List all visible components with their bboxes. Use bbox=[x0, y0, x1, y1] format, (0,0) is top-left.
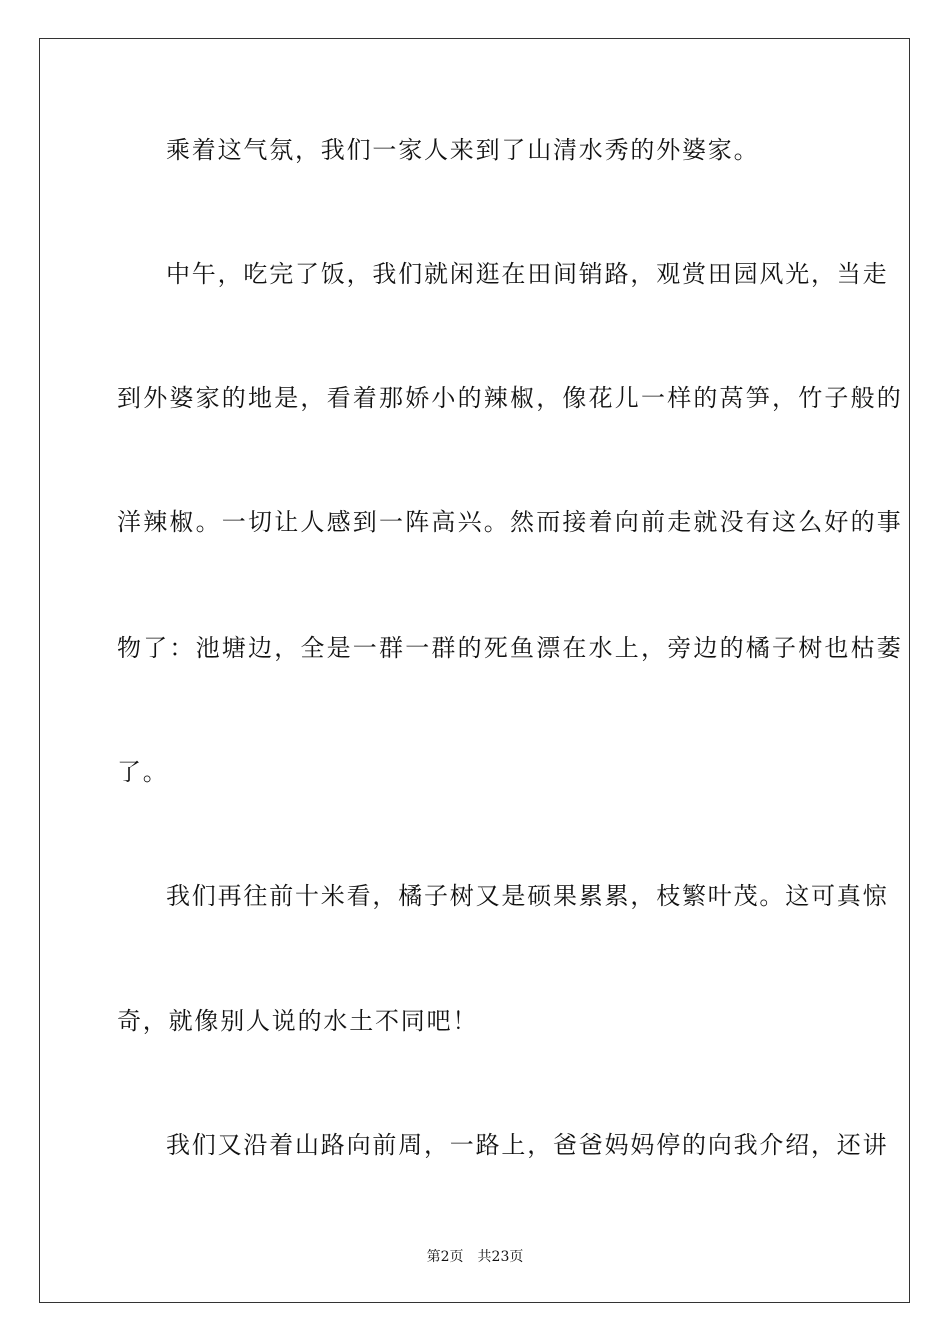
page-total: 共23页 bbox=[477, 1249, 524, 1265]
paragraph-2-line-2: 到外婆家的地是，看着那娇小的辣椒，像花儿一样的莴笋，竹子般的 bbox=[117, 384, 903, 412]
paragraph-4-line-1: 我们又沿着山路向前周，一路上，爸爸妈妈停的向我介绍，还讲 bbox=[166, 1131, 889, 1159]
paragraph-2-line-1: 中午，吃完了饭，我们就闲逛在田间销路，观赏田园风光，当走 bbox=[166, 260, 889, 288]
paragraph-3-line-2: 奇，就像别人说的水土不同吧！ bbox=[117, 1007, 479, 1035]
paragraph-2-line-4: 物了：池塘边，全是一群一群的死鱼漂在水上，旁边的橘子树也枯萎 bbox=[117, 634, 903, 662]
page-footer bbox=[0, 1248, 950, 1266]
paragraph-1-line-1: 乘着这气氛，我们一家人来到了山清水秀的外婆家。 bbox=[166, 136, 760, 164]
paragraph-2-line-3: 洋辣椒。一切让人感到一阵高兴。然而接着向前走就没有这么好的事 bbox=[117, 508, 903, 536]
paragraph-2-line-5: 了。 bbox=[117, 758, 169, 786]
page-number: 第2页 bbox=[426, 1249, 464, 1265]
paragraph-3-line-1: 我们再往前十米看，橘子树又是硕果累累，枝繁叶茂。这可真惊 bbox=[166, 882, 889, 910]
page-border bbox=[39, 38, 910, 1303]
